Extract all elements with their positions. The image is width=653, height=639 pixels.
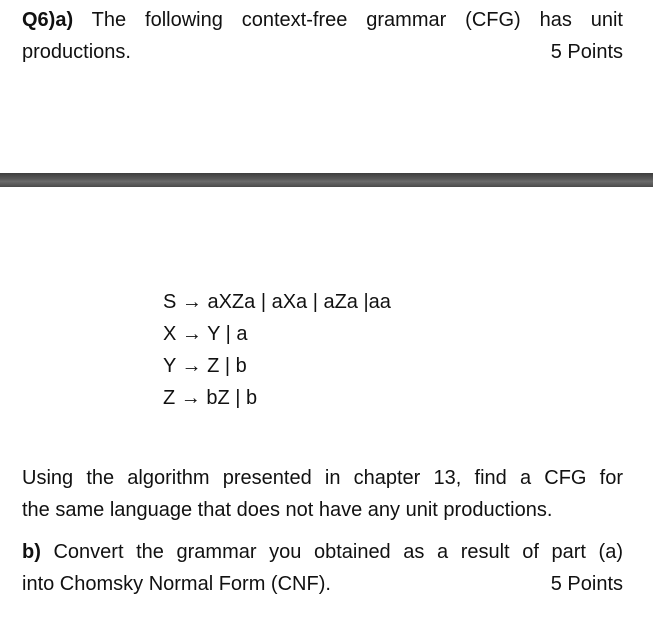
grammar-rules xyxy=(163,286,391,414)
points-label-a: 5 Points xyxy=(550,41,623,63)
question-a xyxy=(22,4,623,68)
question-b-text-1: Convert the grammar you obtained as a result of part (a) xyxy=(53,541,623,563)
part-b-label: b) xyxy=(22,541,41,563)
question-a-text-1: The following context-free grammar (CFG) has unit xyxy=(91,9,623,31)
grammar-rule: Z → bZ | b xyxy=(163,387,258,409)
question-a-text-2: productions. xyxy=(22,41,131,63)
instructions-line-2: the same language that does not have any unit productions. xyxy=(22,499,553,521)
grammar-rule: X → Y | a xyxy=(163,323,248,345)
question-a-line-1 xyxy=(22,4,623,36)
question-b-line-2 xyxy=(22,568,623,600)
question-a-line-2 xyxy=(22,36,623,68)
page-divider xyxy=(0,173,653,187)
grammar-rule: Y → Z | b xyxy=(163,355,247,377)
points-label-b: 5 Points xyxy=(550,573,623,595)
question-label: Q6)a) xyxy=(22,9,74,31)
question-b-text-2: into Chomsky Normal Form (CNF). xyxy=(22,573,331,595)
instructions-line-1: Using the algorithm presented in chapter 13, find a CFG for xyxy=(22,467,623,489)
instructions xyxy=(22,462,623,526)
grammar-rule: S → aXZa | aXa | aZa |aa xyxy=(163,291,391,313)
question-b-line-1 xyxy=(22,536,623,568)
question-b xyxy=(22,536,623,600)
